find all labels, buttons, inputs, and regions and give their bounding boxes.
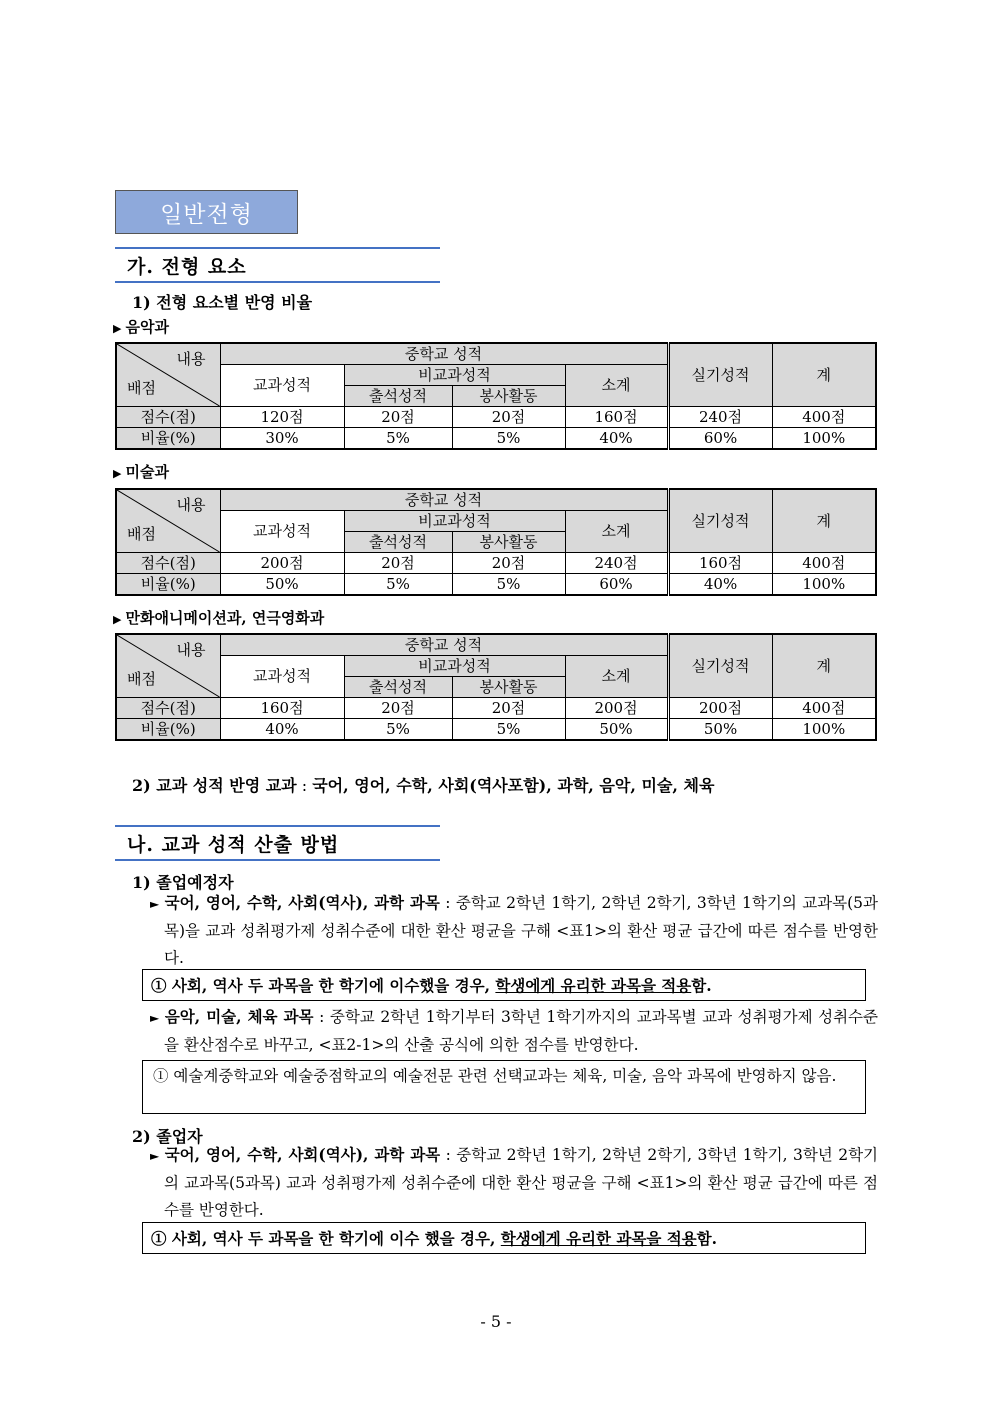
prospective-graduates-label: 1) 졸업예정자 [132,873,234,892]
page-number: - 5 - [480,1312,512,1331]
graduate-item-core: ► 국어, 영어, 수학, 사회(역사), 과학 과목 : 중학교 2학년 1학기, 2학년 2학기, 3학년 1학기, 3학년 2학기의 교과목(5과목) 교과 성취평가제 성취수준에 대한 환산 평균을 구해 <표1>의 환산 평균 급간에 따른 점수를 반영한다. [150,1145,879,1219]
header-volunteer: 봉사활동 [452,386,565,407]
diagonal-header-cell [116,489,220,553]
header-subtotal: 소계 [565,511,668,553]
table-row: 비율(%) 40% 5% 5% 50% 50% 100% [116,719,876,741]
header-subtotal: 소계 [565,365,668,407]
diagonal-header-cell [116,343,220,407]
table-row: 점수(점) 120점 20점 20점 160점 240점 400점 [116,407,876,428]
subsection-ratio-label: 1) 전형 요소별 반영 비율 [132,293,313,312]
arrow-bullet-icon: ► [150,1011,160,1025]
subjects-value: 국어, 영어, 수학, 사회(역사포함), 과학, 음악, 미술, 체육 [312,776,715,795]
header-alloc: 배점 [127,525,156,543]
table-label-art: ▶ 미술과 [113,463,169,481]
page-title: 일반전형 [115,190,298,234]
table-row: 비율(%) 30% 5% 5% 40% 60% 100% [116,428,876,450]
header-volunteer: 봉사활동 [452,532,565,553]
header-attendance: 출석성적 [344,386,452,407]
table-row: 점수(점) 160점 20점 20점 200점 200점 400점 [116,698,876,719]
arrow-bullet-icon: ► [150,897,160,911]
header-attendance: 출석성적 [344,677,452,698]
score-table-music [115,342,877,450]
subjects-label: 2) 교과 성적 반영 교과 [132,776,297,795]
arrow-bullet-icon: ► [150,1149,160,1163]
header-practical: 실기성적 [668,634,772,698]
header-middle-school: 중학교 성적 [220,634,668,656]
header-subject-grade: 교과성적 [220,511,344,553]
header-practical: 실기성적 [668,489,772,553]
note-box-graduate-1: ① 사회, 역사 두 과목을 한 학기에 이수 했을 경우, 학생에게 유리한 과목을 적용함. [142,1222,866,1254]
header-total: 계 [772,634,876,698]
header-content: 내용 [176,496,206,514]
graduates-label: 2) 졸업자 [132,1127,203,1146]
header-alloc: 배점 [127,670,156,688]
header-middle-school: 중학교 성적 [220,489,668,511]
header-alloc: 배점 [127,379,156,397]
header-total: 계 [772,489,876,553]
score-table-animation-film [115,633,877,741]
header-subject-grade: 교과성적 [220,656,344,698]
prospective-item-arts: ► 음악, 미술, 체육 과목 : 중학교 2학년 1학기부터 3학년 1학기까지의 교과목별 교과 성취평가제 성취수준을 환산점수로 바꾸고, <표2-1>의 산출 공식에 의한 점수를 반영한다. [150,1007,878,1054]
header-subtotal: 소계 [565,656,668,698]
header-non-subject: 비교과성적 [344,656,565,677]
subjects-line: 2) 교과 성적 반영 교과 : 국어, 영어, 수학, 사회(역사포함), 과학, 음악, 미술, 체육 [132,776,715,795]
table-label-music: ▶ 음악과 [113,318,169,336]
score-table-art [115,488,877,596]
triangle-bullet-icon: ▶ [113,467,122,480]
header-non-subject: 비교과성적 [344,511,565,532]
header-total: 계 [772,343,876,407]
diagonal-header-cell [116,634,220,698]
header-subject-grade: 교과성적 [220,365,344,407]
triangle-bullet-icon: ▶ [113,322,122,335]
table-row: 점수(점) 200점 20점 20점 240점 160점 400점 [116,553,876,574]
note-box-prospective-2: ① 예술계중학교와 예술중점학교의 예술전문 관련 선택교과는 체육, 미술, 음악 과목에 반영하지 않음. [142,1060,866,1114]
header-non-subject: 비교과성적 [344,365,565,386]
note-box-prospective-1: ① 사회, 역사 두 과목을 한 학기에 이수했을 경우, 학생에게 유리한 과목을 적용함. [142,969,866,1001]
triangle-bullet-icon: ▶ [113,613,122,626]
prospective-item-core: ► 국어, 영어, 수학, 사회(역사), 과학 과목 : 중학교 2학년 1학기, 2학년 2학기, 3학년 1학기의 교과목(5과목)을 교과 성취평가제 성취수준에 대한 환산 평균을 구해 <표1>의 환산 평균 급간에 따른 점수를 반영한다. [150,893,879,967]
header-practical: 실기성적 [668,343,772,407]
table-label-animation-film: ▶ 만화애니메이션과, 연극영화과 [113,609,325,627]
section-a-heading: 가. 전형 요소 [115,247,440,283]
table-row: 비율(%) 50% 5% 5% 60% 40% 100% [116,574,876,596]
header-content: 내용 [176,350,206,368]
header-volunteer: 봉사활동 [452,677,565,698]
header-middle-school: 중학교 성적 [220,343,668,365]
header-content: 내용 [176,641,206,659]
section-b-heading: 나. 교과 성적 산출 방법 [115,825,440,861]
header-attendance: 출석성적 [344,532,452,553]
